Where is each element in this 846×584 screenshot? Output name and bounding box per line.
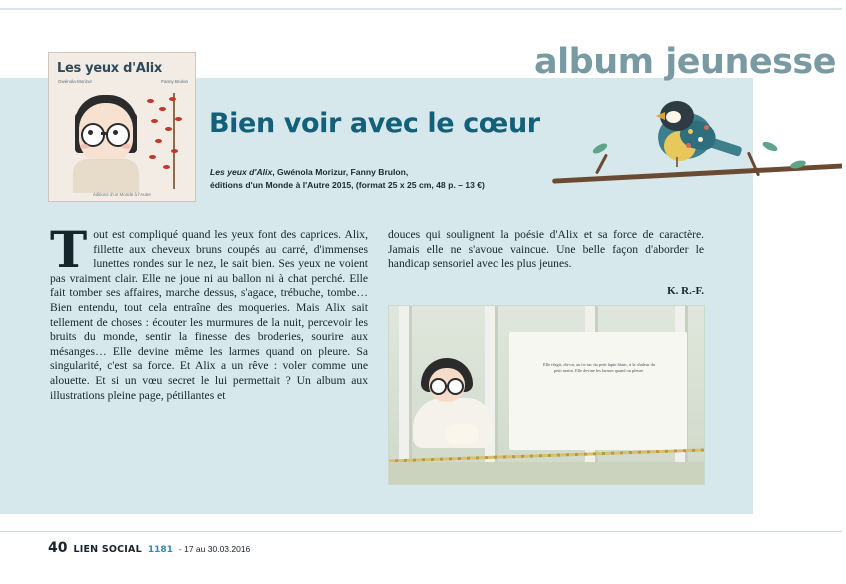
article-column-right xyxy=(388,228,704,272)
footer-date: - 17 au 30.03.2016 xyxy=(178,544,251,554)
bird-illustration xyxy=(540,95,846,215)
footer-issue-number: 1181 xyxy=(147,545,173,555)
cover-cheek-right xyxy=(122,144,131,149)
bird-pattern-dot xyxy=(686,143,691,148)
book-inner-page xyxy=(509,332,687,450)
cover-leaf xyxy=(165,127,172,131)
article-body-left: out est compliqué quand les yeux font des caprices. Alix, fillette aux cheveux bruns coupés au carré, d'immenses lunettes rondes sur le nez, le sait bien. Ses yeux ne voient pas vraiment clair. Elle ne joue ni au ballon ni à chat perché. Elle fait tomber ses affaires, marche dessus, s'agace, trébuche, tombe… Bien entendu, tout cela entraîne des moqueries. Mais Alix sait tellement de choses : écouter les murmures de la nuit, percevoir les bruits du monde, sentir la finesse des broderies, sourire aux mésanges… Elle devine même les larmes quand on pleure. Sa singularité, c'est sa force. Et Alix a un rêve : voler comme une alouette. Et si un vœu secret le lui permettait ? Un album aux illustrations pleine page, pétillantes et xyxy=(50,228,368,402)
branch-twig xyxy=(595,154,608,175)
cover-eye-left xyxy=(88,130,93,135)
page-footer xyxy=(48,540,250,556)
footer-magazine-name: LIEN SOCIAL xyxy=(73,544,142,555)
bird-pattern-dot xyxy=(704,125,709,130)
credit-book-title: Les yeux d'Alix xyxy=(210,167,273,177)
cover-glasses-bridge xyxy=(101,132,107,135)
drop-cap: T xyxy=(50,220,88,279)
cover-leaf xyxy=(175,117,182,121)
bird-pattern-dot xyxy=(698,137,703,142)
cover-author-left: Gwénola Morizur xyxy=(58,79,93,84)
cover-leaf xyxy=(147,99,154,103)
illustration-rabbit xyxy=(445,424,479,444)
image-caption-text: Elle réagit, dit-on, au tic-tac du petit lapin blanc, à la chaleur du petit matin. Elle devine les larmes quand on pleure. xyxy=(542,362,656,373)
bird-beak xyxy=(656,112,665,120)
cover-leaf xyxy=(159,107,166,111)
article-column-left xyxy=(50,220,368,403)
cover-leaf xyxy=(171,149,178,153)
credit-publisher: éditions d'un Monde à l'Autre 2015, (format 25 x 25 cm, 48 p. – 13 €) xyxy=(210,180,485,190)
article-title: Bien voir avec le cœur xyxy=(209,108,540,139)
illustration-glasses-right-icon xyxy=(447,378,464,395)
page-right-edge xyxy=(842,0,846,584)
cover-leaf xyxy=(169,97,176,101)
inside-spread-image xyxy=(388,305,705,485)
cover-leaf xyxy=(163,165,170,169)
cover-author-right: Fanny Brulon xyxy=(161,79,188,84)
cover-authors xyxy=(58,79,188,84)
cover-eye-right xyxy=(113,130,118,135)
cover-cheek-left xyxy=(80,144,89,149)
top-rule xyxy=(0,8,846,10)
article-signature: K. R.-F. xyxy=(667,285,704,297)
cover-publisher: éditions d'un Monde à l'Autre xyxy=(93,192,151,197)
footer-page-number: 40 xyxy=(48,540,68,556)
footer-rule xyxy=(0,531,846,532)
book-credit-line xyxy=(210,166,540,192)
cover-tree xyxy=(143,93,189,189)
bird-leg xyxy=(676,157,678,167)
cover-title: Les yeux d'Alix xyxy=(57,61,162,76)
cover-leaf xyxy=(151,119,158,123)
cover-leaf xyxy=(155,139,162,143)
section-title: album jeunesse xyxy=(534,42,836,82)
credit-authors: , Gwénola Morizur, Fanny Brulon, xyxy=(272,167,409,177)
birch-trunk xyxy=(399,306,412,484)
bird-pattern-dot xyxy=(688,129,693,134)
illustration-glasses-left-icon xyxy=(430,378,447,395)
book-cover-image xyxy=(48,52,196,202)
cover-artwork xyxy=(49,87,195,187)
article-body-right: douces qui soulignent la poésie d'Alix et sa force de caractère. Jamais elle ne s'avoue vaincue. Une belle façon d'aborder le handicap sensoriel avec les plus jeunes. xyxy=(388,228,704,271)
illustration-ground xyxy=(389,462,704,484)
branch-leaf xyxy=(761,140,778,153)
cover-girl-body xyxy=(73,159,139,193)
cover-tree-trunk xyxy=(173,93,175,189)
bird-cheek xyxy=(666,111,681,123)
cover-leaf xyxy=(149,155,156,159)
